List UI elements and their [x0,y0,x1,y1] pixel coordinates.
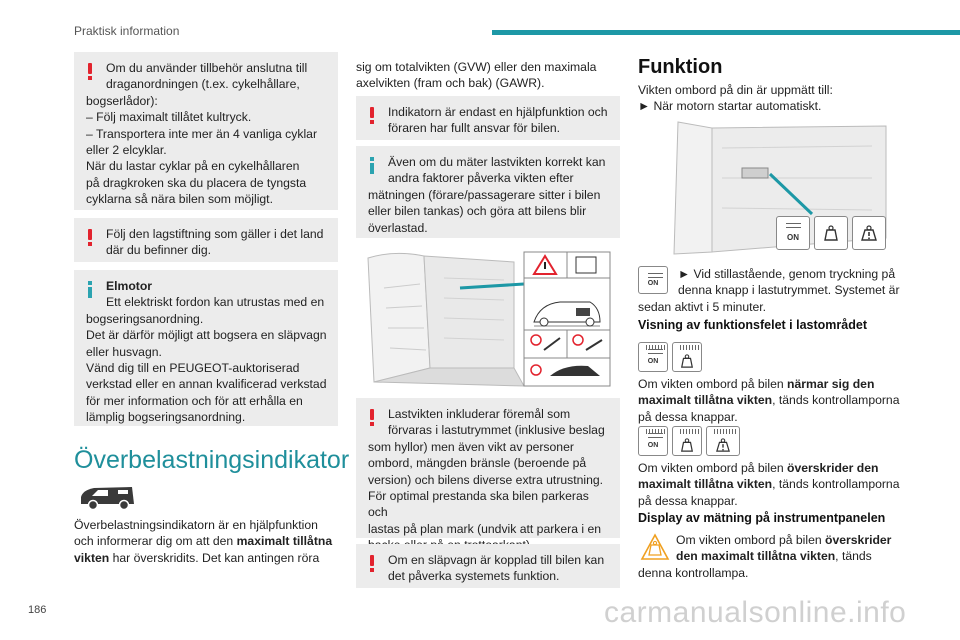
text-line: – Följ maximalt tillåtet kultryck. [86,110,252,125]
van-icon [78,484,136,512]
text-span: , tänds kontrollamporna [772,477,900,492]
weight-icon [823,225,839,241]
text-line: denna kontrollampa. [638,565,749,580]
on-button-illustration [776,216,810,250]
text-span: , tänds kontrollamporna [772,393,900,408]
text-span-bold: överskrider [825,533,892,547]
text-line: draganordningen (t.ex. cykelhållare, [106,77,300,92]
text-span-bold: maximalt tillåtna vikten [638,393,773,408]
text-line: andra faktorer påverka vikten efter [388,171,574,186]
lit-rays [680,345,700,350]
weight-icon [680,438,694,452]
text-line: Om en släpvagn är kopplad till bilen kan [388,553,605,567]
text-span-bold: den maximalt tillåtna vikten [676,549,836,564]
on-label: ON [787,232,799,242]
text-line [638,392,918,408]
text-line: förvaras i lastutrymmet (inklusive beslag [388,423,605,438]
text-line: eller 2 elcyklar. [86,143,167,158]
info-box-other-factors [356,146,620,238]
text-line [638,476,918,492]
text-line [638,532,918,548]
near-limit-paragraph [638,376,918,425]
weight-button-illustration [814,216,848,250]
text-line [638,548,918,564]
text-line: När du lastar cyklar på en cykelhållaren [86,159,300,174]
cargo-area-label-illustration [364,248,614,390]
weight-button-lit-icon [672,426,702,456]
warning-icon [87,229,93,245]
text-line: Vänd dig till en PEUGEOT-auktoriserad [86,361,300,376]
section-title: Praktisk information [74,24,180,38]
text-line: lämplig bogseringsanordning. [86,410,246,425]
on-label: ON [647,357,659,365]
text-line: axelvikten (fram och bak) (GAWR). [356,76,545,91]
text-line: Följ den lagstiftning som gäller i det land [106,227,324,241]
text-span: , tänds [835,549,872,564]
lit-rays [680,429,700,434]
display-paragraph [638,532,918,581]
heading-function: Funktion [638,56,723,78]
text-line: Indikatorn är endast en hjälpfunktion och [388,105,608,119]
text-span-bold: maximalt tillåtna [236,534,333,549]
text-line [74,550,342,566]
text-line: som hyllor) men även vikt av personer [368,439,574,454]
weight-paragraph [356,59,622,92]
warning-box-trailer [356,544,620,588]
standstill-paragraph [638,266,918,315]
text-line: Lastvikten inkluderar föremål som [388,407,571,421]
warning-box-legislation [74,218,338,262]
on-label: ON [647,441,659,449]
header-accent-bar [492,30,960,35]
text-line: Ett elektriskt fordon kan utrustas med en [106,295,325,310]
warning-icon [369,555,375,571]
text-line: det påverka systemets funktion. [388,569,560,584]
text-line: Om du använder tillbehör anslutna till [106,61,308,75]
text-line: eller bilen tankas) och göra att bilens blir [368,204,587,219]
text-line: överlastad. [368,220,428,235]
on-button-lit-icon [638,342,668,372]
text-line: sedan aktivt i 5 minuter. [638,299,767,314]
text-line [74,533,342,549]
text-line: Överbelastningsindikatorn är en hjälpfunktion [74,518,318,532]
text-line [638,460,918,476]
function-intro [638,82,918,115]
subheading-cargo-display: Visning av funktionsfelet i lastområdet [638,318,867,332]
overweight-icon [860,225,878,241]
text-line: på dessa knappar. [638,409,738,424]
overweight-button-illustration [852,216,886,250]
watermark: carmanualsonline.info [604,596,907,629]
text-line: mätningen (förare/passagerare sitter i bilen [368,187,601,202]
on-label: ON [647,279,659,287]
text-line: ► När motorn startar automatiskt. [638,99,822,114]
text-span-bold: överskrider den [787,461,879,475]
info-icon [369,157,375,173]
text-line: bogseringsanordning. [86,311,204,326]
warning-icon [369,107,375,123]
section-heading-overload-indicator: Överbelastningsindikator [74,446,350,474]
text-line: på dessa knappar. [638,493,738,508]
text-line: ombord, mängden bränsle (beroende på [368,456,587,471]
text-line: föraren har fullt ansvar för bilen. [388,121,561,136]
overload-paragraph [74,517,342,566]
lit-rays [714,429,738,434]
text-line: För optimal prestanda ska bilen parkeras och [368,489,589,520]
text-span: har överskridits. Det kan antingen röra [109,550,320,565]
warning-box-driver-responsibility [356,96,620,140]
box-title: Elmotor [106,279,153,293]
text-line: bogserlådor): [86,93,158,108]
text-line: – Transportera inte mer än 4 vanliga cyklar [86,126,317,141]
warning-box-load-weight [356,398,620,538]
text-span-bold: vikten [74,550,110,565]
text-line: ► Vid stillastående, genom tryckning på [678,267,896,281]
warning-box-towing-accessories [74,52,338,210]
overweight-button-lit-icon [706,426,740,456]
text-line: för mer information och för att erhålla en [86,393,303,408]
subheading-instrument-display: Display av mätning på instrumentpanelen [638,511,886,525]
exceed-limit-paragraph [638,460,918,509]
text-span: och informerar dig om att den [74,534,237,549]
text-line: denna knapp i lastutrymmet. Systemet är [678,283,900,298]
text-line: Även om du mäter lastvikten korrekt kan [388,155,606,169]
text-line: verkstad eller en annan kvalificerad verkstad [86,377,327,392]
text-span: Om vikten ombord på bilen [676,533,826,547]
lit-rays [646,429,666,434]
text-line: eller husvagn. [86,344,162,359]
text-line: där du befinner dig. [106,243,212,258]
on-button-lit-icon [638,426,668,456]
text-line: Vikten ombord på din är uppmätt till: [638,83,833,97]
lit-rays [646,345,666,350]
text-line: cyklarna så nära bilen som möjligt. [86,192,273,207]
page-number: 186 [28,604,47,616]
weight-icon [680,354,694,368]
text-span-bold: närmar sig den [787,377,875,391]
text-span: Om vikten ombord på bilen [638,461,788,475]
overweight-icon [715,438,731,452]
text-line [638,376,918,392]
text-line: på dragkroken ska du placera de tyngsta [86,175,307,190]
text-line: version) och bilens diverse extra utrustning. [368,472,604,487]
info-box-electric-motor [74,270,338,426]
warning-icon [369,409,375,425]
warning-icon [87,63,93,79]
text-line: lastas på plan mark (undvik att parkera i en [368,521,602,536]
text-span: Om vikten ombord på bilen [638,377,788,391]
weight-button-lit-icon [672,342,702,372]
text-line: Det är därför möjligt att bogsera en släpvagn [86,328,327,343]
text-span-bold: maximalt tillåtna vikten [638,477,773,492]
text-line: sig om totalvikten (GVW) eller den maximala [356,60,597,74]
info-icon [87,281,93,297]
